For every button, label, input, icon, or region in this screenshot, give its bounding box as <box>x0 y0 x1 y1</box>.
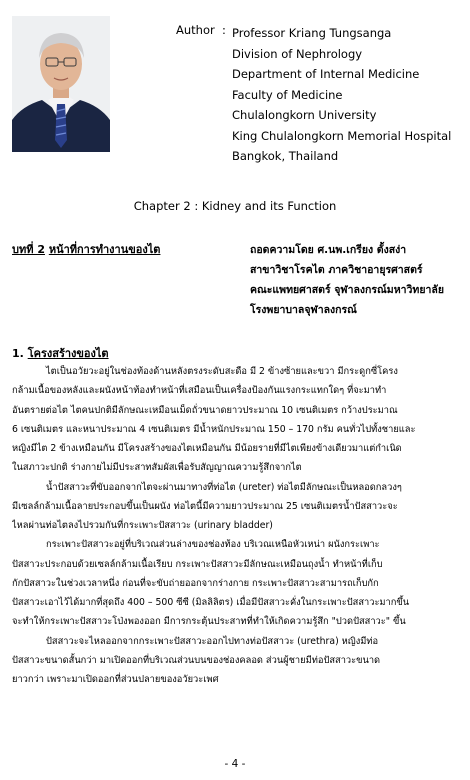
body-line: ปัสสาวะประกอบด้วยเซลล์กล้ามเนื้อเรียบ กระเพาะปัสสาวะมีลักษณะเหมือนถุงน้ำ ทำหน้าที่เก็บ <box>12 558 383 570</box>
body-line: ยาวกว่า เพราะมาเปิดออกที่ส่วนปลายของอวัยวะเพศ <box>12 674 219 685</box>
author-division: Division of Nephrology <box>232 46 363 61</box>
body-line: มีเซลล์กล้ามเนื้อลายประกอบขึ้นเป็นผนัง ท่อไตนี้มีความยาวประมาณ 25 เซนติเมตรน้ำปัสสาวะจะ <box>12 500 398 512</box>
section-heading <box>12 344 109 362</box>
thai-chapter-prefix: บทที่ 2 <box>12 243 45 256</box>
author-department: Department of Internal Medicine <box>232 67 420 81</box>
author-name: Professor Kriang Tungsanga <box>232 26 392 40</box>
body-line: ปัสสาวะจะไหลออกจากกระเพาะปัสสาวะออกไปทางท่อปัสสาวะ (urethra) หญิงมีท่อ <box>46 635 379 647</box>
translator-hospital: โรงพยาบาลจุฬาลงกรณ์ <box>250 304 357 316</box>
translator-division: สาขาวิชาโรคไต ภาควิชาอายุรศาสตร์ <box>250 264 423 276</box>
body-line: กล้ามเนื้อของหลังและผนังหน้าท้องทำหน้าที่เสมือนเป็นเครื่องป้องกันแรงกระแทกใดๆ ที่จะมาทำ <box>12 385 387 397</box>
body-line: กระเพาะปัสสาวะอยู่ที่บริเวณส่วนล่างของช่องท้อง บริเวณเหนือหัวเหน่า ผนังกระเพาะ <box>46 539 380 551</box>
page-number: - 4 - <box>224 758 246 770</box>
thai-chapter-heading <box>12 240 160 258</box>
translator-name: ถอดความโดย ศ.นพ.เกรียง ตั้งสง่า <box>250 244 407 256</box>
author-university: Chulalongkorn University <box>232 108 377 122</box>
body-line: ปัสสาวะขนาดสั้นกว่า มาเปิดออกที่บริเวณส่วนบนของช่องคลอด ส่วนผู้ชายมีท่อปัสสาวะขนาด <box>12 654 381 666</box>
body-line: หญิงมีไต 2 ข้างเหมือนกัน มีโครงสร้างของไตเหมือนกัน มีน้อยรายที่มีไตเพียงข้างเดียวมาแต่กำเนิด <box>12 443 402 454</box>
body-line: ในสภาวะปกติ ร่างกายไม่มีประสาทสัมผัสเพื่อรับสัญญาณความรู้สึกจากไต <box>12 462 302 474</box>
author-hospital: King Chulalongkorn Memorial Hospital <box>232 128 452 143</box>
thai-chapter-title: หน้าที่การทำงานของไต <box>48 243 161 256</box>
author-label: Author : <box>176 23 226 37</box>
body-line: ไหลผ่านท่อไตลงไปรวมกันที่กระเพาะปัสสาวะ (urinary bladder) <box>12 520 273 531</box>
body-line: 6 เซนติเมตร และหนาประมาณ 4 เซนติเมตร มีน้ำหนักประมาณ 150 – 170 กรัม คนทั่วไปทั้งชายและ <box>12 423 416 435</box>
author-city: Bangkok, Thailand <box>232 149 339 163</box>
section-number: 1. <box>12 347 24 360</box>
body-line: กักปัสสาวะในช่วงเวลาหนึ่ง ก่อนที่จะขับถ่ายออกจากร่างกาย กระเพาะปัสสาวะสามารถเก็บกัก <box>12 577 379 589</box>
author-photo <box>12 16 110 152</box>
body-line: ปัสสาวะเอาไว้ได้มากที่สุดถึง 400 – 500 ซีซี (มิลลิลิตร) เมื่อมีปัสสาวะคั่งในกระเพาะปัสสาวะมากขึ้น <box>12 597 410 608</box>
body-line: จะทำให้กระเพาะปัสสาวะโป่งพองออก มีการกระตุ้นประสาทที่ทำให้เกิดความรู้สึก "ปวดปัสสาวะ" ขึ้น <box>12 616 406 628</box>
author-portrait-image <box>12 16 110 152</box>
body-line: น้ำปัสสาวะที่ขับออกจากไตจะผ่านมาทางที่ท่อไต (ureter) ท่อไตมีลักษณะเป็นหลอดกลวงๆ <box>46 481 402 493</box>
author-faculty: Faculty of Medicine <box>232 87 343 102</box>
author-affiliation <box>232 23 451 167</box>
thai-translator-block <box>250 240 444 320</box>
body-paragraphs <box>12 362 464 689</box>
section-title: โครงสร้างของไต <box>27 347 109 360</box>
body-line: อันตรายต่อไต ไตคนปกติมีลักษณะเหมือนเม็ดถั่วขนาดยาวประมาณ 10 เซนติเมตร กว้างประมาณ <box>12 404 398 416</box>
translator-faculty: คณะแพทยศาสตร์ จุฬาลงกรณ์มหาวิทยาลัย <box>250 284 444 296</box>
body-line: ไตเป็นอวัยวะอยู่ในช่องท้องด้านหลังตรงระดับสะดือ มี 2 ข้างซ้ายและขวา มีกระดูกซี่โครง <box>46 366 398 377</box>
chapter-title: Chapter 2 : Kidney and its Function <box>133 199 337 213</box>
